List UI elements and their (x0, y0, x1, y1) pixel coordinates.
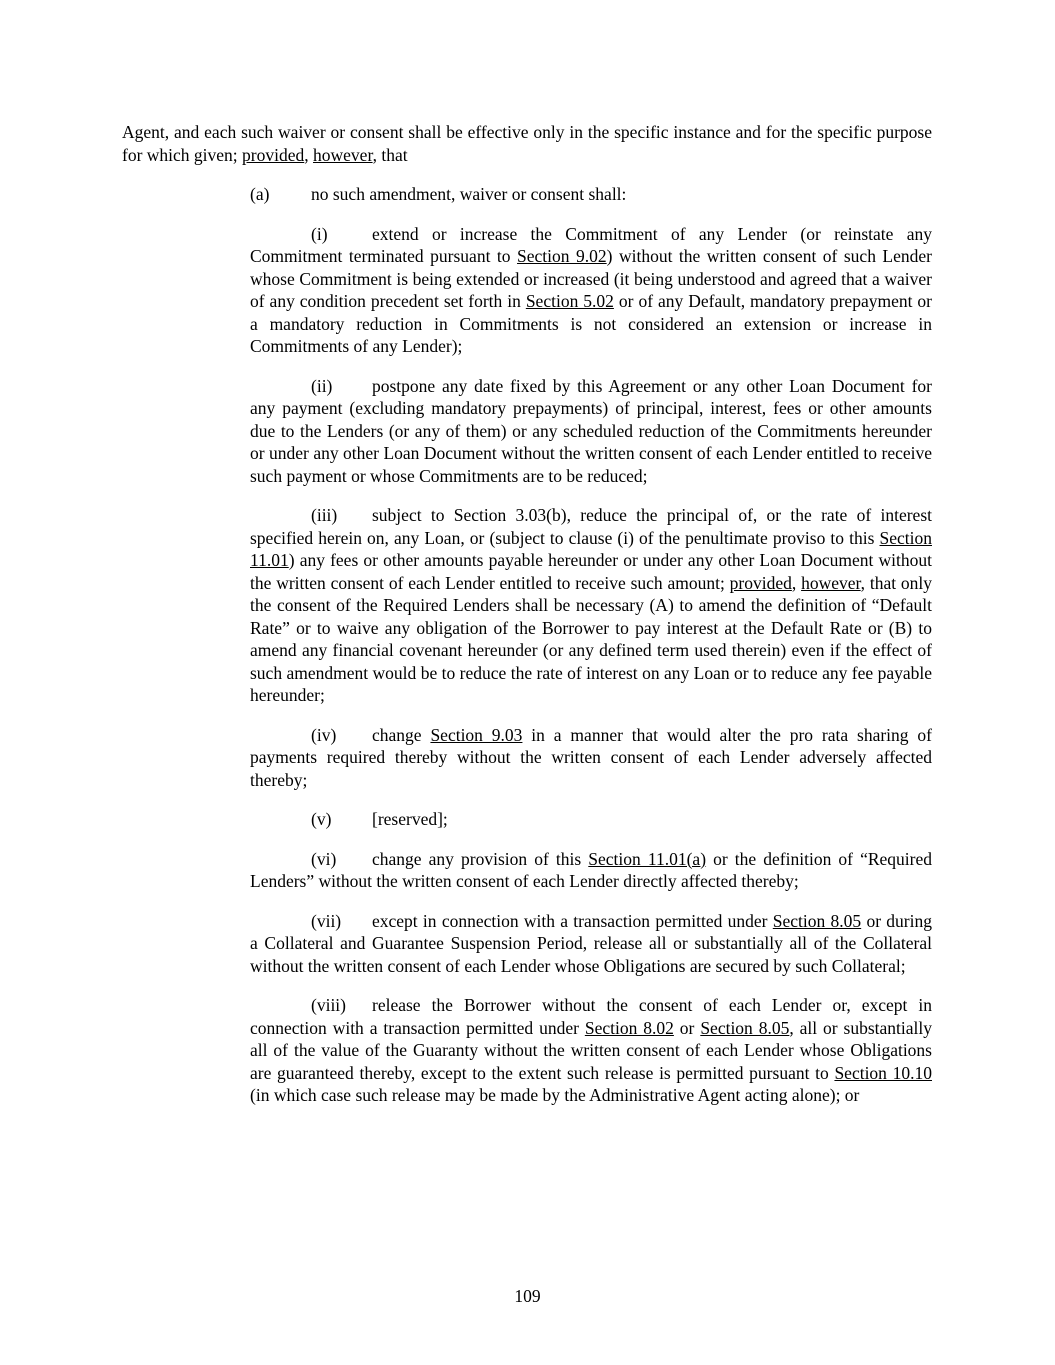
clause-a-label: (a) (250, 184, 270, 204)
clause-iii (250, 504, 932, 707)
clause-vii-text: except in connection with a transaction permitted under Section 8.05 or during a Collateral and Guarantee Suspension Period, release all or substantially all of the Collateral without the written consent of each Lender whose Obligations are secured by such Collateral; (250, 910, 932, 976)
clause-i-text: extend or increase the Commitment of any Lender (or reinstate any Commitment terminated pursuant to Section 9.02) without the written consent of such Lender whose Commitment is being extended or increased (it being understood and agreed that a waiver of any condition precedent set forth in Section 5.02 or of any Default, mandatory prepayment or a mandatory reduction in Commitments is not considered an extension or increase in Commitments of any Lender); (250, 223, 933, 356)
clause-i (250, 223, 932, 358)
clause-v-text: [reserved]; (372, 809, 448, 829)
intro-paragraph (122, 121, 932, 166)
clause-viii-text: release the Borrower without the consent of each Lender or, except in connection with a transaction permitted under Section 8.02 or Section 8.05, all or substantially all of the value of the Guaranty without the written consent of each Lender whose Obligations are guaranteed thereby, except to the extent such release is permitted pursuant to Section 10.10 (in which case such release may be made by the Administrative Agent acting alone); or (250, 995, 933, 1105)
clause-a-text: no such amendment, waiver or consent shall: (311, 184, 627, 204)
clause-vii (250, 910, 932, 978)
clause-viii-label: (viii) (311, 995, 346, 1015)
clause-iv-text: change Section 9.03 in a manner that would alter the pro rata sharing of payments required thereby without the written consent of each Lender adversely affected thereby; (250, 724, 932, 790)
clause-vi-text: change any provision of this Section 11.01(a) or the definition of “Required Lenders” without the written consent of each Lender directly affected thereby; (250, 848, 933, 891)
clause-ii-label: (ii) (311, 375, 333, 396)
page-number: 109 (514, 1285, 541, 1306)
clause-vi (250, 848, 932, 893)
clause-vi-label: (vi) (311, 848, 337, 869)
clause-iv-label: (iv) (311, 724, 337, 745)
clause-vii-label: (vii) (311, 910, 342, 931)
clause-iv (250, 724, 932, 792)
clause-ii-text: postpone any date fixed by this Agreement or any other Loan Document for any payment (excluding mandatory prepayments) of principal, interest, fees or other amounts due to the Lenders (or any of them) or any scheduled reduction of the Commitments hereunder or under any other Loan Document without the written consent of each Lender entitled to receive such payment or whose Commitments are to be reduced; (250, 375, 932, 486)
intro-text: Agent, and each such waiver or consent shall be effective only in the specific instance and for the specific purpose for which given; provided, however, that (122, 122, 932, 165)
clause-i-label: (i) (311, 223, 328, 244)
clause-viii (250, 994, 932, 1107)
clause-iii-label: (iii) (311, 505, 338, 525)
clause-ii (250, 375, 932, 488)
clause-v (250, 808, 932, 831)
clause-iii-text: subject to Section 3.03(b), reduce the principal of, or the rate of interest specified herein on, any Loan, or (subject to clause (i) of the penultimate proviso to this Section 11.01) any fees or other amounts payable hereunder or under any other Loan Document without the written consent of each Lender entitled to receive such amount; provided, however, that only the consent of the Required Lenders shall be necessary (A) to amend the definition of “Default Rate” or to waive any obligation of the Borrower to pay interest at the Default Rate or (B) to amend any financial covenant hereunder (or any defined term used therein) even if the effect of such amendment would be to reduce the rate of interest on any Loan or to reduce any fee payable hereunder; (250, 505, 933, 705)
clause-v-label: (v) (311, 809, 332, 829)
clause-a (250, 183, 932, 206)
